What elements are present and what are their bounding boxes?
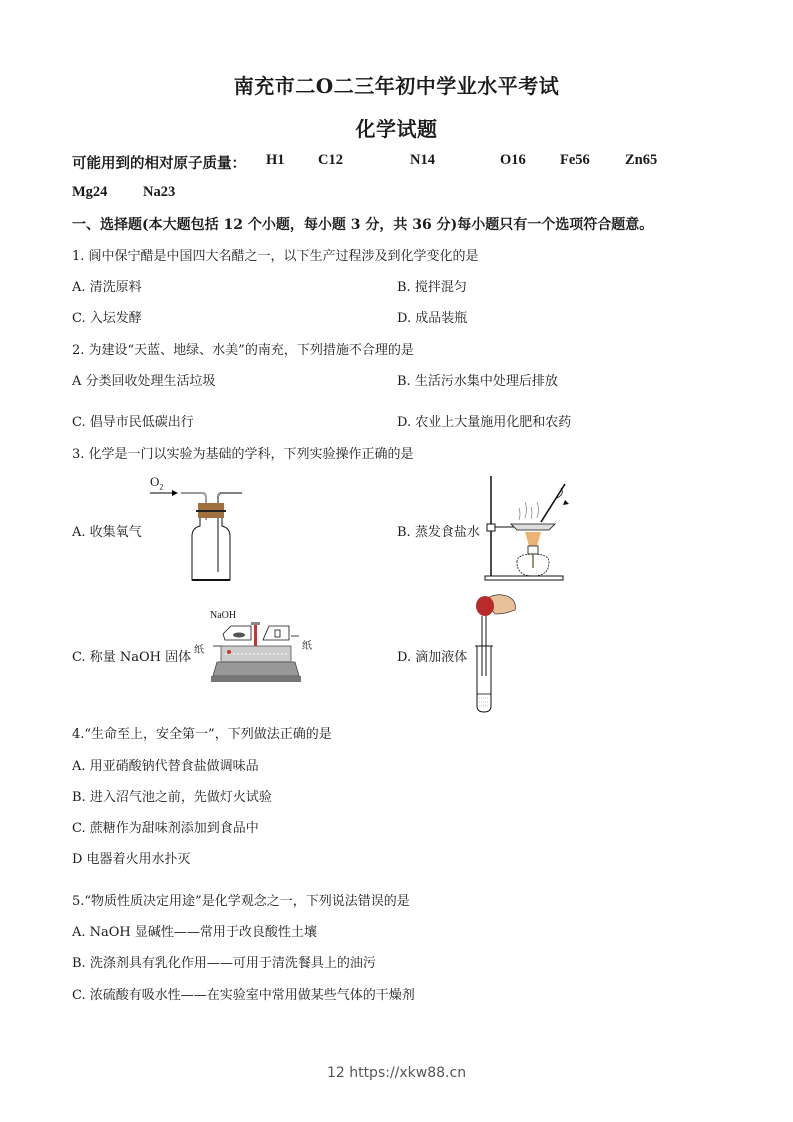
question-3-option-b: B. 蒸发食盐水 xyxy=(397,525,480,540)
question-4-option-a: A. 用亚硝酸钠代替食盐做调味品 xyxy=(72,759,259,774)
atomic-mass-label: 可能用到的相对原子质量： xyxy=(72,155,246,172)
question-2-option-c: C. 倡导市民低碳出行 xyxy=(72,415,194,430)
question-3-option-c: C. 称量 NaOH 固体 xyxy=(72,650,192,665)
question-3-option-d: D. 滴加液体 xyxy=(397,650,468,665)
gas-collection-bottle-figure xyxy=(150,490,250,585)
atomic-mass-item: O16 xyxy=(500,152,526,168)
question-1-option-d: D. 成品装瓶 xyxy=(397,311,468,326)
atomic-mass-item: C12 xyxy=(318,152,343,168)
exam-subtitle: 化学试题 xyxy=(355,117,438,141)
atomic-mass-item: Zn65 xyxy=(625,152,658,168)
question-5-option-b: B. 洗涤剂具有乳化作用——可用于清洗餐具上的油污 xyxy=(72,956,376,971)
question-1-stem: 1. 阆中保宁醋是中国四大名醋之一，以下生产过程涉及到化学变化的是 xyxy=(72,249,479,264)
paper-label-right: 纸 xyxy=(302,641,312,652)
question-4-option-b: B. 进入沼气池之前，先做灯火试验 xyxy=(72,790,272,805)
question-1-option-c: C. 入坛发酵 xyxy=(72,311,142,326)
question-4-option-c: C. 蔗糖作为甜味剂添加到食品中 xyxy=(72,821,259,836)
page-footer: 12 https://xkw88.cn xyxy=(326,1065,467,1081)
atomic-mass-item: Na23 xyxy=(143,184,176,200)
question-2-option-b: B. 生活污水集中处理后排放 xyxy=(397,374,558,389)
question-2-option-a: A 分类回收处理生活垃圾 xyxy=(72,374,216,389)
atomic-mass-item: N14 xyxy=(410,152,435,168)
evaporation-setup-figure xyxy=(483,472,583,584)
question-5-option-c: C. 浓硫酸有吸水性——在实验室中常用做某些气体的干燥剂 xyxy=(72,988,415,1003)
dropper-test-tube-figure xyxy=(465,590,525,715)
question-1-option-b: B. 搅拌混匀 xyxy=(397,280,467,295)
question-3-stem: 3. 化学是一门以实验为基础的学科，下列实验操作正确的是 xyxy=(72,447,414,462)
atomic-mass-item: Fe56 xyxy=(560,152,590,168)
question-5-option-a: A. NaOH 显碱性——常用于改良酸性土壤 xyxy=(72,925,317,940)
paper-label-left: 纸 xyxy=(194,645,204,656)
naoh-label: NaOH xyxy=(210,610,237,621)
o2-label: $O_2$ xyxy=(150,474,164,492)
question-3-option-a: A. 收集氧气 xyxy=(72,525,142,540)
exam-title: 南充市二O二三年初中学业水平考试 xyxy=(233,74,560,98)
balance-scale-figure xyxy=(203,622,303,692)
question-4-option-d: D 电器着火用水扑灭 xyxy=(72,852,191,867)
atomic-mass-item: H1 xyxy=(266,152,285,168)
question-5-stem: 5.“物质性质决定用途”是化学观念之一，下列说法错误的是 xyxy=(72,894,410,909)
question-2-option-d: D. 农业上大量施用化肥和农药 xyxy=(397,415,572,430)
question-1-option-a: A. 清洗原料 xyxy=(72,280,142,295)
question-4-stem: 4.“生命至上，安全第一”，下列做法正确的是 xyxy=(72,727,332,742)
section-heading: 一、选择题(本大题包括 12 个小题，每小题 3 分，共 36 分)每小题只有一个选项符合题意。 xyxy=(72,217,654,233)
question-2-stem: 2. 为建设“天蓝、地绿、水美”的南充，下列措施不合理的是 xyxy=(72,343,414,358)
atomic-mass-item: Mg24 xyxy=(72,184,108,200)
